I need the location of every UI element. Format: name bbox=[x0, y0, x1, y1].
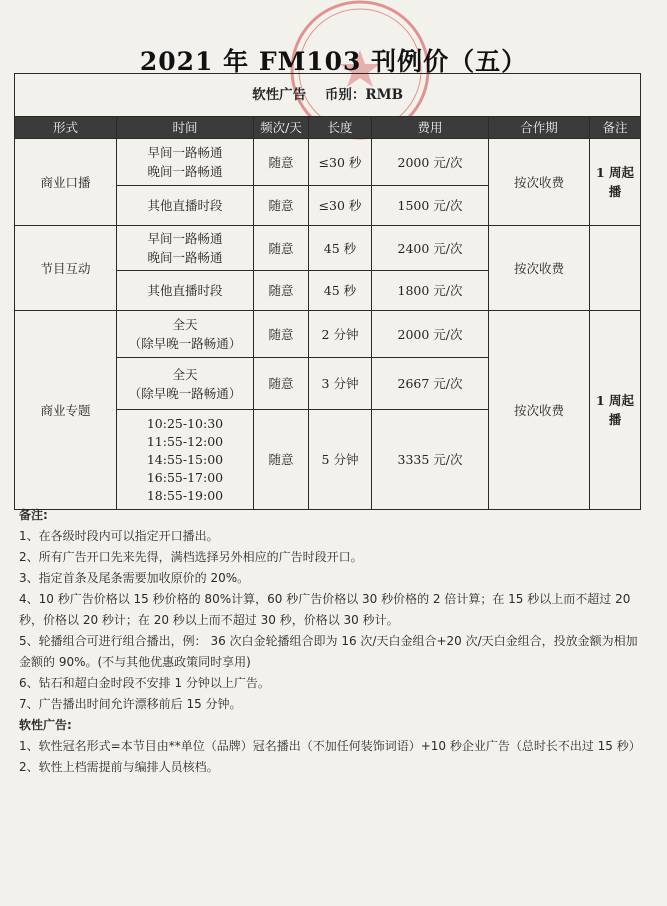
freq-cell: 随意 bbox=[254, 271, 309, 311]
notes-heading: 备注: bbox=[19, 508, 48, 522]
freq-cell: 随意 bbox=[254, 410, 309, 510]
time-cell: 早间一路畅通 晚间一路畅通 bbox=[117, 226, 254, 271]
note-item: 5、轮播组合可进行组合播出，例： 36 次白金轮播组合即为 16 次/天白金组合+20 次/天白金组合，投放金额为相加金额的 90%。(不与其他优惠政策同时享用) bbox=[19, 634, 638, 669]
soft-ad-item: 2、软性上档需提前与编排人员核档。 bbox=[19, 760, 219, 774]
column-header: 频次/天 bbox=[254, 117, 309, 139]
freq-cell: 随意 bbox=[254, 186, 309, 226]
remark-cell: 1 周起播 bbox=[590, 311, 641, 510]
soft-ad-label: 软性广告 bbox=[252, 86, 307, 103]
form-cell: 商业口播 bbox=[15, 139, 117, 226]
column-header: 合作期 bbox=[489, 117, 590, 139]
soft-ad-item: 1、软性冠名形式=本节目由**单位（品牌）冠名播出（不加任何装饰词语）+10 秒企业广告（总时长不出过 15 秒） bbox=[19, 739, 641, 753]
column-header: 备注 bbox=[590, 117, 641, 139]
fee-cell: 3335 元/次 bbox=[372, 410, 489, 510]
column-header: 时间 bbox=[117, 117, 254, 139]
length-cell: ≤30 秒 bbox=[309, 139, 372, 186]
form-cell: 节目互动 bbox=[15, 226, 117, 311]
fee-cell: 1800 元/次 bbox=[372, 271, 489, 311]
rate-card-table bbox=[14, 73, 641, 510]
length-cell: 2 分钟 bbox=[309, 311, 372, 358]
column-header: 费用 bbox=[372, 117, 489, 139]
fee-cell: 1500 元/次 bbox=[372, 186, 489, 226]
note-item: 7、广告播出时间允许漂移前后 15 分钟。 bbox=[19, 697, 242, 711]
note-item: 6、钻石和超白金时段不安排 1 分钟以上广告。 bbox=[19, 676, 270, 690]
coop-cell: 按次收费 bbox=[489, 139, 590, 226]
length-cell: 45 秒 bbox=[309, 271, 372, 311]
freq-cell: 随意 bbox=[254, 226, 309, 271]
time-cell: 其他直播时段 bbox=[117, 186, 254, 226]
fee-cell: 2667 元/次 bbox=[372, 358, 489, 410]
freq-cell: 随意 bbox=[254, 311, 309, 358]
page-title: 2021 年 FM103 刊例价（五） bbox=[139, 47, 528, 76]
fee-cell: 2400 元/次 bbox=[372, 226, 489, 271]
time-cell: 早间一路畅通 晚间一路畅通 bbox=[117, 139, 254, 186]
length-cell: ≤30 秒 bbox=[309, 186, 372, 226]
currency-label: 币别：RMB bbox=[324, 86, 403, 103]
time-cell: 全天 （除早晚一路畅通） bbox=[117, 358, 254, 410]
length-cell: 3 分钟 bbox=[309, 358, 372, 410]
remark-cell: 1 周起播 bbox=[590, 139, 641, 226]
notes-section bbox=[19, 505, 649, 778]
time-cell: 10:25-10:30 11:55-12:00 14:55-15:00 16:55-17:00 18:55-19:00 bbox=[117, 410, 254, 510]
coop-cell: 按次收费 bbox=[489, 311, 590, 510]
time-cell: 其他直播时段 bbox=[117, 271, 254, 311]
column-header: 形式 bbox=[15, 117, 117, 139]
table-row bbox=[15, 226, 641, 271]
note-item: 2、所有广告开口先来先得，满档选择另外相应的广告时段开口。 bbox=[19, 550, 363, 564]
remark-cell bbox=[590, 226, 641, 311]
fee-cell: 2000 元/次 bbox=[372, 139, 489, 186]
form-cell: 商业专题 bbox=[15, 311, 117, 510]
table-row bbox=[15, 311, 641, 358]
note-item: 4、10 秒广告价格以 15 秒价格的 80%计算，60 秒广告价格以 30 秒价格的 2 倍计算；在 15 秒以上而不超过 20 秒，价格以 20 秒计；在 20 秒以上而不超过 30 秒，价格以 30 秒计。 bbox=[19, 592, 631, 627]
length-cell: 45 秒 bbox=[309, 226, 372, 271]
time-cell: 全天 （除早晚一路畅通） bbox=[117, 311, 254, 358]
note-item: 3、指定首条及尾条需要加收原价的 20%。 bbox=[19, 571, 250, 585]
table-subtitle bbox=[15, 74, 641, 117]
freq-cell: 随意 bbox=[254, 139, 309, 186]
length-cell: 5 分钟 bbox=[309, 410, 372, 510]
soft-ads-heading: 软性广告: bbox=[19, 718, 72, 732]
coop-cell: 按次收费 bbox=[489, 226, 590, 311]
freq-cell: 随意 bbox=[254, 358, 309, 410]
fee-cell: 2000 元/次 bbox=[372, 311, 489, 358]
table-header-row bbox=[15, 117, 641, 139]
note-item: 1、在各级时段内可以指定开口播出。 bbox=[19, 529, 219, 543]
table-row bbox=[15, 139, 641, 186]
column-header: 长度 bbox=[309, 117, 372, 139]
